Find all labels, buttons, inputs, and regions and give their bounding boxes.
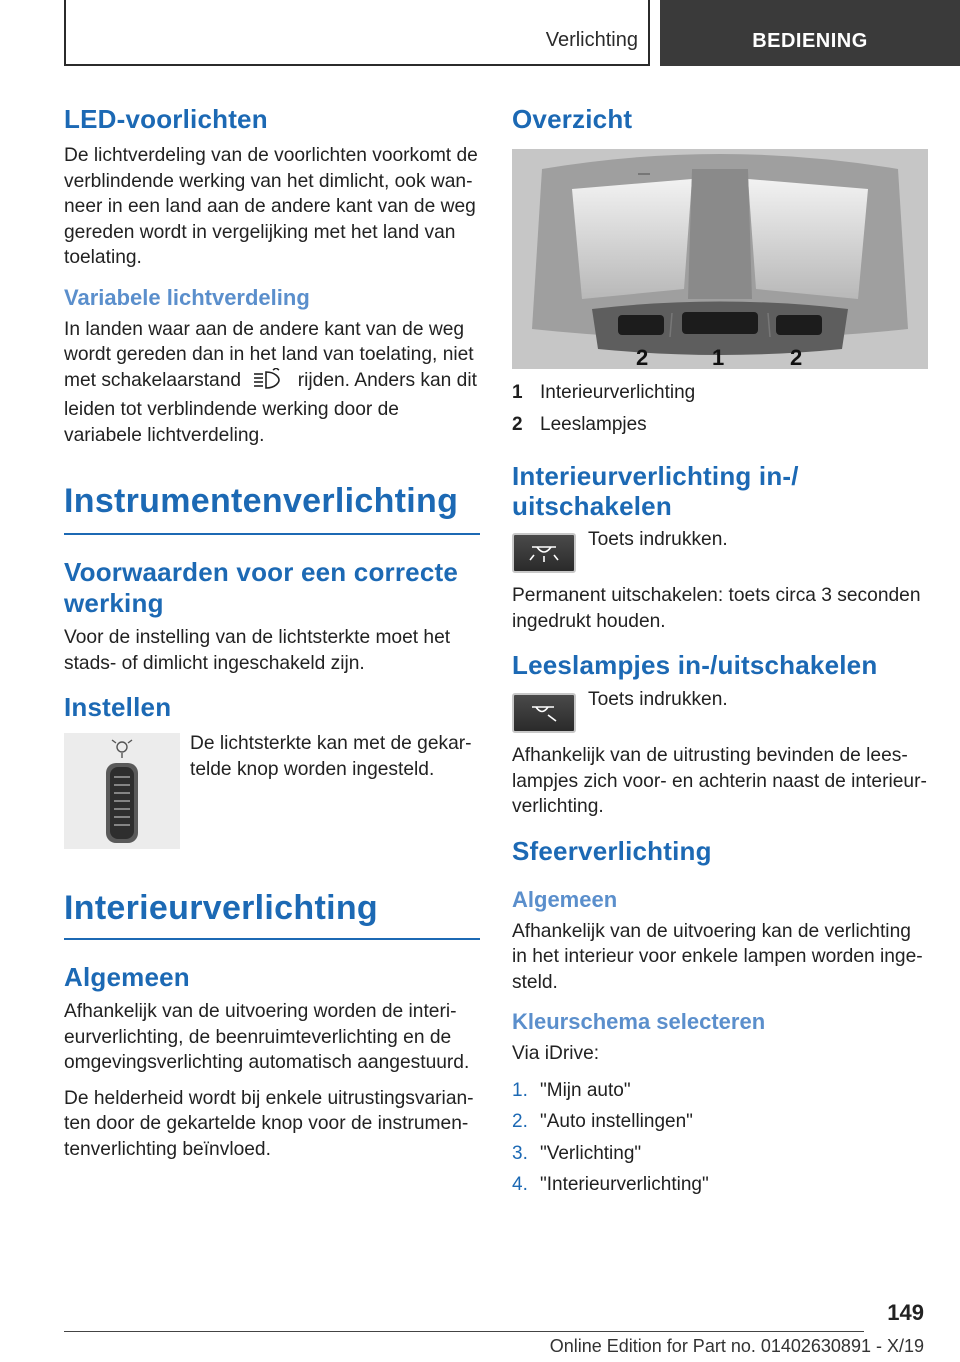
adjust-heading: Instellen	[64, 692, 172, 722]
reading-lights-paragraph: Afhankelijk van de uitrusting bevinden de lees-lampjes zich voor- en achterin naast de interieur-verlichting.	[512, 745, 927, 817]
instrument-lighting-heading: Instrumentenverlichting	[64, 482, 459, 520]
overview-heading: Overzicht	[512, 104, 633, 134]
legend-list	[512, 377, 928, 441]
led-heading: LED-voorlichten	[64, 104, 268, 134]
adjust-paragraph: De lichtsterkte kan met de gekar-telde knop worden ingesteld.	[190, 733, 472, 780]
edition-footer: Online Edition for Part no. 01402630891 - X/19	[549, 1336, 924, 1356]
general-paragraph-2: De helderheid wordt bij enkele uitrustingsvarian-ten door de gekartelde knop voor de instrumen-tenverlichting beïnvloed.	[64, 1087, 474, 1160]
callout-1: 1	[712, 345, 725, 369]
interior-switch-heading: Interieurverlichting in-/ uitschakelen	[512, 461, 799, 521]
reading-lights-heading: Leeslampjes in-/uitschakelen	[512, 650, 878, 680]
adjust-block	[64, 733, 480, 849]
ambient-general-paragraph: Afhankelijk van de uitvoering kan de verlichting in het interieur voor enkele lampen worden inge-steld.	[512, 920, 923, 993]
reading-light-button-icon	[512, 693, 576, 733]
reading-button-row	[512, 689, 928, 733]
section-divider	[64, 938, 480, 940]
callout-2-left: 2	[636, 345, 649, 369]
legend-item: 2 Leeslampjes	[512, 414, 647, 435]
interior-lighting-heading: Interieurverlichting	[64, 889, 378, 927]
interior-button-row	[512, 529, 928, 573]
ambient-lighting-heading: Sfeerverlichting	[512, 835, 712, 866]
permanent-off-paragraph: Permanent uitschakelen: toets circa 3 seconden ingedrukt houden.	[512, 585, 921, 632]
general-paragraph-1: Afhankelijk van de uitvoering worden de interi-eurverlichting, de beenruimteverlichting en de omgevingsverlichting automatisch aangestuurd.	[64, 1001, 470, 1073]
ambient-general-heading: Algemeen	[512, 886, 618, 912]
page-number: 149	[887, 1300, 924, 1325]
right-column	[512, 100, 928, 1201]
overhead-console-photo	[512, 149, 928, 369]
general-heading: Algemeen	[64, 962, 190, 992]
variable-paragraph: In landen waar aan de andere kant van de weg wordt gereden dan in het land van toelating, niet met schakelaarstand rijden. Anders kan dit leiden tot verblindende werking door de variabele lichtverdeling.	[64, 318, 477, 446]
interior-light-button-icon	[512, 533, 576, 573]
footer-divider	[64, 1331, 864, 1332]
left-column	[64, 100, 480, 1162]
section-divider	[64, 533, 480, 535]
via-idrive-text: Via iDrive:	[512, 1043, 600, 1064]
chapter-tab: BEDIENING	[660, 0, 960, 66]
press-button-text: Toets indrukken.	[588, 529, 728, 550]
callout-2-right: 2	[790, 345, 803, 369]
thumbwheel-image	[64, 733, 180, 849]
conditions-heading: Voorwaarden voor een correcte werking	[64, 557, 459, 618]
led-paragraph: De lichtverdeling van de voorlichten voorkomt de verblindende werking van het dimlicht, ook wan-neer in een land aan de andere kant van de weg gereden wordt in vergelijking met het land van toelating.	[64, 145, 478, 268]
variable-heading: Variabele lichtverdeling	[64, 284, 310, 310]
list-item: 3. "Verlichting"	[512, 1142, 642, 1164]
conditions-paragraph: Voor de instelling van de lichtsterkte moet het stads- of dimlicht ingeschakeld zijn.	[64, 627, 451, 674]
list-item: 1. "Mijn auto"	[512, 1079, 631, 1101]
list-item: 4. "Interieurverlichting"	[512, 1174, 709, 1195]
color-scheme-heading: Kleurschema selecteren	[512, 1009, 766, 1034]
idrive-steps-list	[512, 1075, 928, 1201]
legend-item: 1 Interieurverlichting	[512, 382, 696, 403]
list-item: 2. "Auto instellingen"	[512, 1111, 693, 1132]
high-beam-assist-icon	[252, 368, 286, 398]
press-button-text: Toets indrukken.	[588, 689, 728, 710]
section-title: Verlichting	[545, 29, 638, 51]
